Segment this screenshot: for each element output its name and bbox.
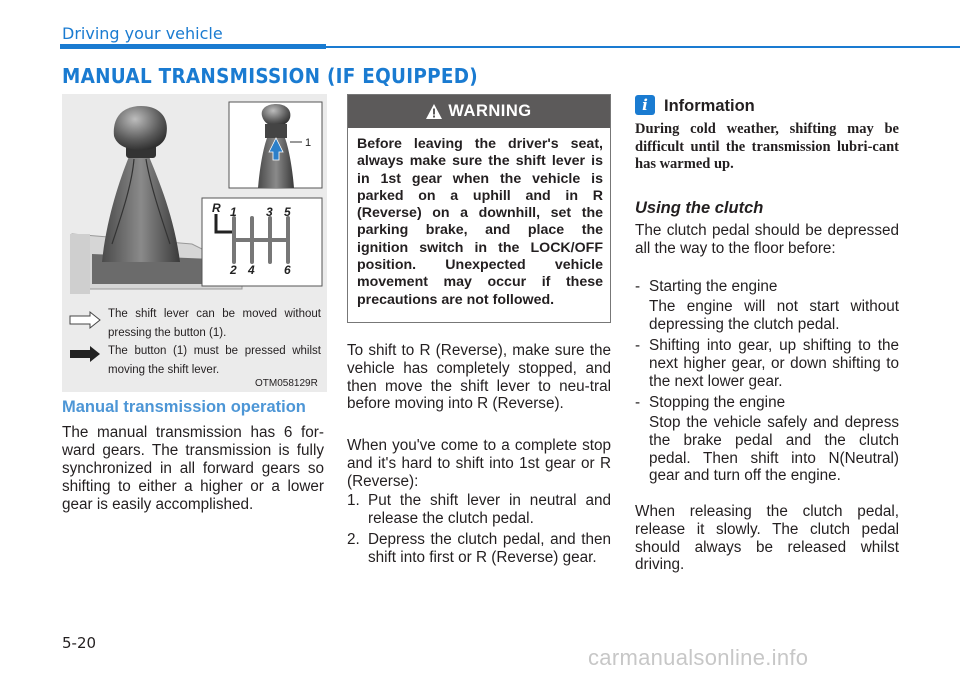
- gear-label-1: 1: [230, 205, 237, 219]
- information-title: Information: [664, 97, 755, 115]
- information-text: During cold weather, shifting may be difficult until the transmission lubri-cant has warmed up.: [635, 121, 899, 173]
- list-dash: -: [635, 278, 641, 295]
- step-number: 1.: [347, 492, 360, 509]
- gear-label-4: 4: [248, 263, 255, 277]
- manual-operation-heading: Manual transmission operation: [62, 398, 306, 416]
- page-title: MANUAL TRANSMISSION (IF EQUIPPED): [62, 64, 478, 88]
- list-item-label: Starting the engine: [649, 278, 778, 295]
- page-number: 5-20: [62, 634, 97, 652]
- gear-label-3: 3: [266, 205, 273, 219]
- watermark: carmanualsonline.info: [588, 645, 809, 670]
- filled-arrow-icon: [70, 346, 100, 362]
- clutch-heading: Using the clutch: [635, 199, 764, 217]
- gear-label-6: 6: [284, 263, 291, 277]
- button-callout-number: 1: [305, 137, 312, 149]
- list-item-detail: Stop the vehicle safely and depress the brake pedal and the clutch pedal. Then shift into N(Neutral) gear and turn off the engine.: [649, 414, 899, 485]
- step-text: Depress the clutch pedal, and then shift into first or R (Reverse) gear.: [368, 531, 611, 566]
- list-item: [347, 531, 611, 567]
- list-dash: -: [635, 394, 641, 411]
- list-item-label: Shifting into gear, up shifting to the next higher gear, or down shifting to the next lower gear.: [649, 337, 899, 390]
- list-item: [635, 278, 899, 296]
- section-label: Driving your vehicle: [62, 24, 223, 43]
- warning-label: WARNING: [448, 102, 532, 120]
- list-item: [635, 337, 899, 390]
- info-icon: i: [635, 95, 655, 115]
- gear-label-2: 2: [230, 263, 237, 277]
- gear-label-r: R: [212, 201, 221, 215]
- caption-filled-arrow: The button (1) must be pressed whilst moving the shift lever.: [108, 345, 321, 376]
- clutch-intro: The clutch pedal should be depressed all the way to the floor before:: [635, 222, 899, 257]
- warning-text: Before leaving the driver's seat, always make sure the shift lever is in 1st gear when the vehicle is parked on a uphill and in R (Reverse) on a downhill, set the parking brake, and place the ignition switch in the LOCK/OFF position. Unexpected vehicle movement may occur if these precautions are not followed.: [357, 136, 603, 308]
- list-dash: -: [635, 337, 641, 354]
- step-number: 2.: [347, 531, 360, 548]
- clutch-release-note: When releasing the clutch pedal, release it slowly. The clutch pedal should always be released whilst driving.: [635, 503, 899, 574]
- caption-open-arrow: The shift lever can be moved without pressing the button (1).: [108, 308, 321, 339]
- open-arrow-icon: [70, 312, 100, 328]
- list-item-label: Stopping the engine: [649, 394, 786, 411]
- gear-label-5: 5: [284, 205, 291, 219]
- warning-triangle-icon: [426, 104, 442, 119]
- header-rule-thin: [326, 46, 960, 48]
- header-rule-thick: [60, 44, 326, 49]
- list-item: [347, 492, 611, 528]
- figure-code: OTM058129R: [255, 378, 318, 389]
- stop-note-paragraph: When you've come to a complete stop and it's hard to shift into 1st gear or R (Reverse):: [347, 437, 611, 490]
- shift-reverse-paragraph: To shift to R (Reverse), make sure the vehicle has completely stopped, and then move the shift lever to neu-tral before moving into R (Reverse).: [347, 342, 611, 413]
- list-item-detail: The engine will not start without depressing the clutch pedal.: [649, 298, 899, 333]
- step-text: Put the shift lever in neutral and release the clutch pedal.: [368, 492, 611, 527]
- warning-box: [347, 94, 611, 323]
- list-item: [635, 394, 899, 412]
- manual-operation-paragraph: The manual transmission has 6 for-ward gears. The transmission is fully synchronized in all forward gears so shifting to either a higher or a lower gear is easily accomplished.: [62, 424, 324, 513]
- warning-header: [348, 95, 610, 128]
